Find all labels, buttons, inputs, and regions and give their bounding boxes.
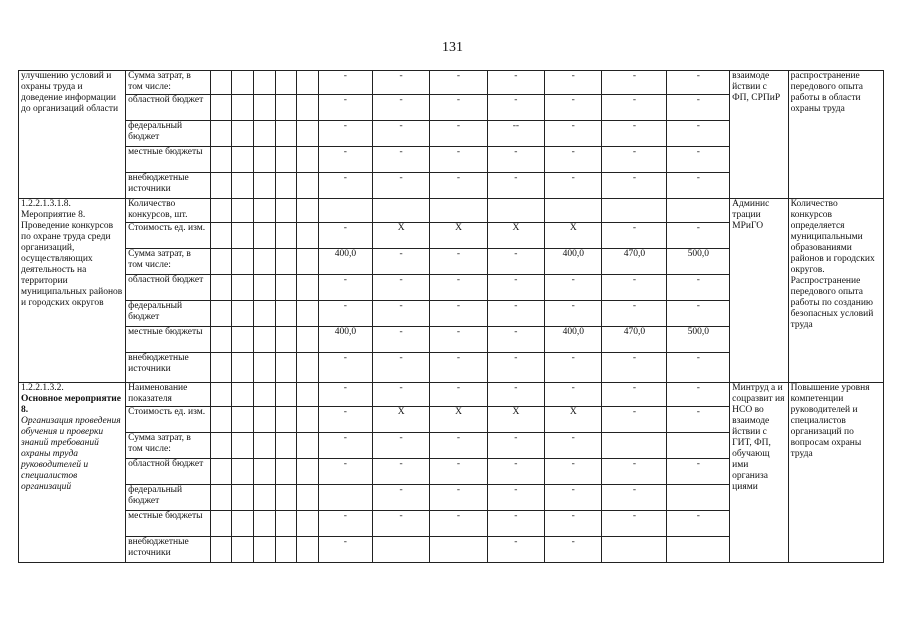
empty-cell (253, 327, 275, 353)
empty-cell (297, 173, 319, 199)
empty-cell (232, 459, 254, 485)
value-cell: - (430, 121, 487, 147)
value-cell: - (318, 353, 372, 383)
value-cell: - (602, 275, 667, 301)
empty-cell (275, 173, 297, 199)
value-cell: - (430, 511, 487, 537)
indicator-cell: местные бюджеты (126, 511, 210, 537)
value-cell: - (487, 147, 544, 173)
empty-cell (210, 485, 232, 511)
value-cell: 500,0 (667, 249, 730, 275)
value-cell: X (545, 407, 602, 433)
indicator-cell: Количество конкурсов, шт. (126, 199, 210, 223)
value-cell: - (545, 353, 602, 383)
empty-cell (253, 147, 275, 173)
empty-cell (210, 433, 232, 459)
empty-cell (297, 71, 319, 95)
value-cell: X (545, 223, 602, 249)
empty-cell (253, 71, 275, 95)
value-cell (602, 199, 667, 223)
value-cell: - (430, 301, 487, 327)
page-number: 131 (442, 40, 463, 55)
empty-cell (275, 327, 297, 353)
value-cell: - (487, 95, 544, 121)
empty-cell (210, 511, 232, 537)
value-cell: 470,0 (602, 327, 667, 353)
empty-cell (297, 383, 319, 407)
activity-name-text: улучшению условий и охраны труда и доведение информации до организаций области (21, 71, 119, 114)
value-cell: - (372, 95, 429, 121)
indicator-cell: Сумма затрат, в том числе: (126, 249, 210, 275)
empty-cell (275, 147, 297, 173)
value-cell: -- (487, 121, 544, 147)
value-cell: - (318, 459, 372, 485)
value-cell: X (430, 223, 487, 249)
table-row (19, 71, 884, 95)
value-cell: - (318, 511, 372, 537)
value-cell: - (602, 383, 667, 407)
empty-cell (253, 95, 275, 121)
empty-cell (232, 407, 254, 433)
empty-cell (275, 223, 297, 249)
value-cell: 400,0 (545, 327, 602, 353)
value-cell: - (318, 173, 372, 199)
value-cell: - (318, 407, 372, 433)
value-cell: - (372, 459, 429, 485)
value-cell: - (545, 383, 602, 407)
empty-cell (275, 275, 297, 301)
empty-cell (297, 147, 319, 173)
empty-cell (210, 173, 232, 199)
value-cell: - (487, 537, 544, 563)
value-cell: - (372, 327, 429, 353)
empty-cell (253, 511, 275, 537)
value-cell: - (487, 511, 544, 537)
value-cell: - (667, 383, 730, 407)
value-cell (318, 485, 372, 511)
value-cell: - (487, 173, 544, 199)
value-cell (667, 537, 730, 563)
indicator-cell: областной бюджет (126, 459, 210, 485)
empty-cell (297, 199, 319, 223)
empty-cell (232, 71, 254, 95)
empty-cell (297, 95, 319, 121)
value-cell: - (667, 95, 730, 121)
empty-cell (210, 121, 232, 147)
empty-cell (253, 459, 275, 485)
value-cell: - (602, 71, 667, 95)
empty-cell (210, 537, 232, 563)
value-cell: X (372, 407, 429, 433)
value-cell: - (430, 275, 487, 301)
value-cell: - (602, 301, 667, 327)
empty-cell (210, 71, 232, 95)
empty-cell (232, 173, 254, 199)
table-row (19, 199, 884, 223)
empty-cell (275, 511, 297, 537)
indicator-cell: федеральный бюджет (126, 301, 210, 327)
value-cell: - (487, 353, 544, 383)
executor-cell: взаимоде йствии с ФП, СРПиР (730, 71, 788, 199)
value-cell (372, 537, 429, 563)
empty-cell (253, 407, 275, 433)
value-cell (430, 537, 487, 563)
value-cell: - (667, 353, 730, 383)
value-cell: - (318, 223, 372, 249)
activity-name (19, 199, 126, 383)
value-cell: - (545, 537, 602, 563)
value-cell: - (545, 71, 602, 95)
value-cell: - (372, 275, 429, 301)
value-cell: - (545, 173, 602, 199)
program-table (18, 70, 884, 563)
value-cell: - (545, 95, 602, 121)
empty-cell (253, 173, 275, 199)
value-cell: - (372, 173, 429, 199)
value-cell: - (667, 223, 730, 249)
value-cell: - (545, 511, 602, 537)
value-cell: - (318, 433, 372, 459)
value-cell: - (430, 485, 487, 511)
empty-cell (297, 459, 319, 485)
empty-cell (275, 407, 297, 433)
value-cell: - (372, 383, 429, 407)
empty-cell (297, 275, 319, 301)
indicator-cell: внебюджетные источники (126, 353, 210, 383)
value-cell: 400,0 (318, 249, 372, 275)
empty-cell (232, 327, 254, 353)
value-cell: X (487, 407, 544, 433)
result-cell: распространение передового опыта работы в области охраны труда (788, 71, 883, 199)
value-cell: - (667, 147, 730, 173)
empty-cell (232, 275, 254, 301)
value-cell: - (430, 249, 487, 275)
empty-cell (297, 327, 319, 353)
value-cell: X (430, 407, 487, 433)
empty-cell (232, 433, 254, 459)
empty-cell (210, 199, 232, 223)
value-cell: - (430, 459, 487, 485)
empty-cell (210, 459, 232, 485)
empty-cell (275, 95, 297, 121)
value-cell: - (545, 275, 602, 301)
value-cell: - (487, 249, 544, 275)
value-cell: - (318, 71, 372, 95)
empty-cell (253, 383, 275, 407)
empty-cell (297, 301, 319, 327)
value-cell: - (487, 433, 544, 459)
empty-cell (275, 121, 297, 147)
value-cell: - (430, 173, 487, 199)
empty-cell (232, 485, 254, 511)
value-cell: - (602, 173, 667, 199)
value-cell: - (372, 147, 429, 173)
value-cell: - (318, 147, 372, 173)
value-cell: - (667, 275, 730, 301)
empty-cell (210, 407, 232, 433)
value-cell (667, 485, 730, 511)
value-cell: - (372, 353, 429, 383)
empty-cell (297, 407, 319, 433)
empty-cell (253, 249, 275, 275)
activity-name-text: 1.2.2.1.3.2. (21, 383, 64, 393)
value-cell: 500,0 (667, 327, 730, 353)
empty-cell (275, 301, 297, 327)
value-cell: - (602, 485, 667, 511)
indicator-cell: местные бюджеты (126, 147, 210, 173)
empty-cell (253, 199, 275, 223)
value-cell: - (372, 433, 429, 459)
empty-cell (275, 199, 297, 223)
value-cell (372, 199, 429, 223)
value-cell: - (487, 485, 544, 511)
empty-cell (275, 433, 297, 459)
value-cell: 400,0 (545, 249, 602, 275)
value-cell: - (372, 71, 429, 95)
result-cell: Количество конкурсов определяется муниципальными образованиями районов и городских округов. Распространение передового опыта работы по созданию безопасных условий труда (788, 199, 883, 383)
value-cell: - (545, 301, 602, 327)
value-cell (318, 199, 372, 223)
empty-cell (297, 121, 319, 147)
value-cell: - (372, 301, 429, 327)
empty-cell (232, 95, 254, 121)
value-cell: - (602, 353, 667, 383)
value-cell: - (372, 249, 429, 275)
empty-cell (253, 223, 275, 249)
indicator-cell: Стоимость ед. изм. (126, 407, 210, 433)
value-cell: - (667, 407, 730, 433)
indicator-cell: Стоимость ед. изм. (126, 223, 210, 249)
value-cell: - (318, 95, 372, 121)
value-cell: - (318, 383, 372, 407)
value-cell: - (545, 433, 602, 459)
empty-cell (275, 537, 297, 563)
value-cell: - (430, 383, 487, 407)
empty-cell (210, 353, 232, 383)
value-cell: - (372, 511, 429, 537)
value-cell: - (487, 459, 544, 485)
value-cell: - (430, 327, 487, 353)
value-cell: X (487, 223, 544, 249)
activity-name-text: 1.2.2.1.3.1.8. Мероприятие 8. Проведение конкурсов по охране труда среди организаций, осуществляющих деятельность на территории муниципальных районов и городских округов (21, 199, 123, 308)
empty-cell (297, 353, 319, 383)
table-body (19, 71, 884, 563)
value-cell: - (667, 71, 730, 95)
value-cell: - (487, 71, 544, 95)
empty-cell (297, 537, 319, 563)
empty-cell (210, 249, 232, 275)
empty-cell (210, 95, 232, 121)
indicator-cell: федеральный бюджет (126, 121, 210, 147)
indicator-cell: внебюджетные источники (126, 537, 210, 563)
value-cell: - (430, 95, 487, 121)
activity-name (19, 383, 126, 563)
value-cell: - (667, 459, 730, 485)
value-cell: - (372, 485, 429, 511)
value-cell: - (318, 121, 372, 147)
empty-cell (232, 199, 254, 223)
value-cell: - (602, 511, 667, 537)
value-cell: - (318, 275, 372, 301)
value-cell: - (487, 383, 544, 407)
empty-cell (232, 383, 254, 407)
indicator-cell: Наименование показателя (126, 383, 210, 407)
value-cell: - (430, 147, 487, 173)
indicator-cell: местные бюджеты (126, 327, 210, 353)
activity-name-bold: Основное мероприятие 8. (21, 394, 121, 415)
empty-cell (210, 223, 232, 249)
empty-cell (253, 537, 275, 563)
empty-cell (253, 301, 275, 327)
empty-cell (253, 485, 275, 511)
value-cell: - (487, 301, 544, 327)
indicator-cell: внебюджетные источники (126, 173, 210, 199)
empty-cell (275, 249, 297, 275)
value-cell: - (430, 71, 487, 95)
value-cell: 400,0 (318, 327, 372, 353)
value-cell: - (602, 407, 667, 433)
value-cell: - (545, 147, 602, 173)
value-cell: 470,0 (602, 249, 667, 275)
result-cell: Повышение уровня компетенции руководителей и специалистов организаций по вопросам охраны труда (788, 383, 883, 563)
empty-cell (253, 121, 275, 147)
empty-cell (210, 275, 232, 301)
value-cell: - (487, 275, 544, 301)
value-cell: - (602, 459, 667, 485)
indicator-cell: областной бюджет (126, 95, 210, 121)
activity-name-italic: Организация проведения обучения и проверки знаний требований охраны труда руководителей и специалистов организаций (21, 416, 121, 492)
indicator-cell: федеральный бюджет (126, 485, 210, 511)
empty-cell (275, 383, 297, 407)
empty-cell (297, 223, 319, 249)
value-cell: - (545, 121, 602, 147)
empty-cell (253, 275, 275, 301)
value-cell (430, 199, 487, 223)
value-cell (545, 199, 602, 223)
empty-cell (232, 353, 254, 383)
empty-cell (232, 223, 254, 249)
empty-cell (297, 249, 319, 275)
executor-cell: Минтруд а и соцразвит ия НСО во взаимоде йствии с ГИТ, ФП, обучающ ими организа циями (730, 383, 788, 563)
empty-cell (297, 485, 319, 511)
table-row (19, 383, 884, 407)
empty-cell (210, 327, 232, 353)
empty-cell (210, 147, 232, 173)
value-cell (602, 433, 667, 459)
indicator-cell: областной бюджет (126, 275, 210, 301)
value-cell: - (602, 223, 667, 249)
empty-cell (232, 511, 254, 537)
value-cell: - (545, 485, 602, 511)
indicator-cell: Сумма затрат, в том числе: (126, 433, 210, 459)
empty-cell (275, 485, 297, 511)
value-cell: - (667, 511, 730, 537)
value-cell: - (545, 459, 602, 485)
empty-cell (275, 71, 297, 95)
value-cell: X (372, 223, 429, 249)
empty-cell (275, 459, 297, 485)
activity-name (19, 71, 126, 199)
empty-cell (253, 353, 275, 383)
empty-cell (210, 301, 232, 327)
executor-cell: Админис трации МРиГО (730, 199, 788, 383)
value-cell (667, 199, 730, 223)
value-cell (667, 433, 730, 459)
value-cell: - (602, 95, 667, 121)
value-cell: - (667, 301, 730, 327)
empty-cell (253, 433, 275, 459)
value-cell: - (602, 147, 667, 173)
empty-cell (297, 511, 319, 537)
empty-cell (232, 147, 254, 173)
indicator-cell: Сумма затрат, в том числе: (126, 71, 210, 95)
value-cell: - (487, 327, 544, 353)
value-cell: - (318, 301, 372, 327)
value-cell: - (430, 433, 487, 459)
empty-cell (232, 121, 254, 147)
value-cell: - (318, 537, 372, 563)
empty-cell (275, 353, 297, 383)
empty-cell (232, 301, 254, 327)
value-cell: - (667, 121, 730, 147)
value-cell: - (602, 121, 667, 147)
empty-cell (232, 249, 254, 275)
value-cell: - (372, 121, 429, 147)
value-cell (602, 537, 667, 563)
empty-cell (232, 537, 254, 563)
value-cell: - (667, 173, 730, 199)
empty-cell (297, 433, 319, 459)
empty-cell (210, 383, 232, 407)
value-cell: - (430, 353, 487, 383)
value-cell (487, 199, 544, 223)
